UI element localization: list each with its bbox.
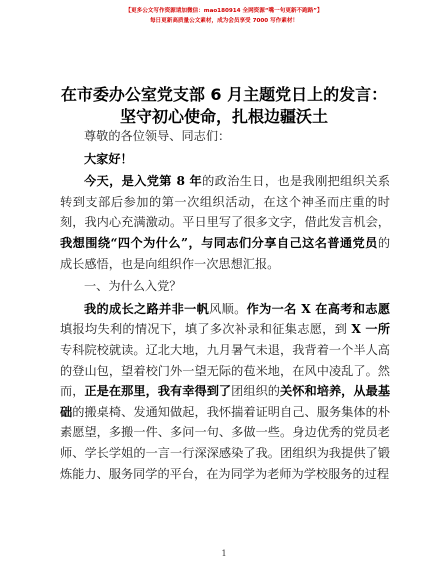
growth-bold-5: 关怀和培养，从最基础 [60,384,391,419]
greeting-text: 大家好！ [84,151,133,166]
promo-banner [0,6,448,26]
growth-bold-3: X 一所 [351,322,390,337]
greeting [60,149,390,170]
intro-paragraph [60,171,390,274]
page-number: 1 [221,549,227,558]
growth-bold-4: 正是在那里，我有幸得到了 [84,384,232,399]
title-line-2: 坚守初心使命，扎根边疆沃土 [119,107,328,126]
document-title [0,84,448,128]
intro-bold-2: 我想围绕“四个为什么”，与同志们分享自己这名普通党员 [60,235,378,250]
growth-bold-1: 我的成长之路并非一帆 [84,301,210,316]
growth-text-4: 团组织的 [231,384,281,399]
growth-text-5: 的搬桌椅、发通知做起，我怀揣着证明自己、服务集体的朴素愿望，多搬一件、多问一句、多做一些。身边优秀的党员老师、学长学姐的一言一行深深感染了我。团组织为我提供了锻炼能力、服务同学的平台，在为同学为老师为学校服务的过程 [60,404,391,481]
promo-banner-line-1: 【更多公文写作资源请加微信：mao180914 全网资源“嘴一句更新不跑路”】 [125,8,323,14]
section-heading-1: 一、为什么入党？ [84,279,182,294]
growth-bold-2: 作为一名 X 在高考和志愿 [246,301,391,316]
promo-banner-line-2: 每日更新高质量公文素材，成为会员享受 7000 写作素材！ [149,18,299,24]
salutation: 尊敬的各位领导、同志们： [84,129,231,143]
intro-text-1: 的政治生日，也是我刚把组织关系转到支部后参加的第一次组织活动，在这个神圣而庄重的时刻，我内心充满激动。平日里写了很多文字，借此发言机会， [60,174,391,230]
growth-text-2: 填报均失利的情况下，填了多次补录和征集志愿，到 [60,322,352,337]
growth-text-3: 专科院校就读。辽北大地，九月暑气未退，我背着一个半人高的登山包，望着校门外一望无际的苞米地，在风中凌乱了。然而， [60,342,390,399]
growth-text-1: 风顺。 [209,301,247,316]
document-body [60,126,390,484]
intro-bold-1: 今天，是入党第 8 年 [84,174,203,189]
growth-paragraph [60,299,390,484]
intro-text-2: 的成长感悟，也是向组织作一次思想汇报。 [60,235,390,271]
title-line-1: 在市委办公室党支部 6 月主题党日上的发言： [60,85,388,104]
